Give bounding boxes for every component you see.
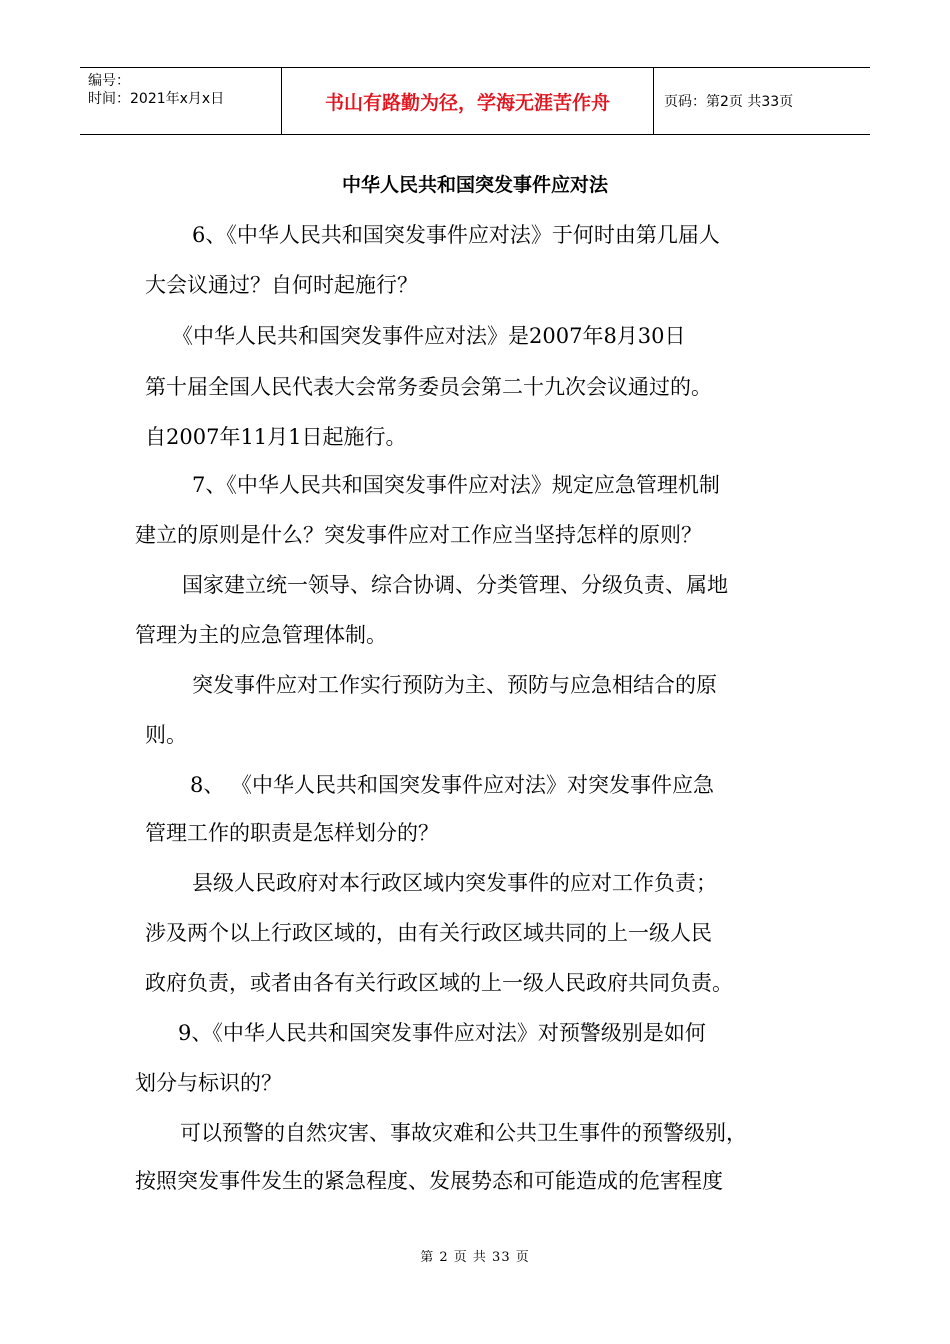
body-line: 6、《中华人民共和国突发事件应对法》于何时由第几届人 bbox=[192, 223, 720, 247]
body-line: 8、 《中华人民共和国突发事件应对法》对突发事件应急 bbox=[190, 773, 715, 797]
body-line: 可以预警的自然灾害、事故灾难和公共卫生事件的预警级别， bbox=[180, 1121, 747, 1145]
body-line: 国家建立统一领导、综合协调、分类管理、分级负责、属地 bbox=[182, 573, 728, 597]
document-header bbox=[80, 67, 870, 135]
header-page-info: 页码：第2页 共33页 bbox=[664, 94, 794, 110]
body-line: 管理为主的应急管理体制。 bbox=[135, 623, 387, 647]
body-line: 则。 bbox=[145, 723, 187, 747]
body-line: 划分与标识的？ bbox=[135, 1071, 282, 1095]
body-line: 县级人民政府对本行政区域内突发事件的应对工作负责； bbox=[192, 871, 717, 895]
body-line: 《中华人民共和国突发事件应对法》是2007年8月30日 bbox=[172, 324, 686, 348]
body-line: 9、《中华人民共和国突发事件应对法》对预警级别是如何 bbox=[178, 1021, 706, 1045]
body-line: 按照突发事件发生的紧急程度、发展势态和可能造成的危害程度 bbox=[135, 1169, 723, 1193]
body-line: 管理工作的职责是怎样划分的？ bbox=[145, 821, 439, 845]
body-line: 第十届全国人民代表大会常务委员会第二十九次会议通过的。 bbox=[145, 375, 712, 399]
body-line: 自2007年11月1日起施行。 bbox=[145, 425, 407, 449]
body-line: 7、《中华人民共和国突发事件应对法》规定应急管理机制 bbox=[192, 473, 720, 497]
body-line: 大会议通过？自何时起施行？ bbox=[145, 273, 418, 297]
document-date-label: 时间：2021年x月x日 bbox=[88, 91, 225, 107]
body-line: 政府负责，或者由各有关行政区域的上一级人民政府共同负责。 bbox=[145, 971, 733, 995]
header-meta-cell bbox=[80, 68, 282, 134]
body-line: 涉及两个以上行政区域的，由有关行政区域共同的上一级人民 bbox=[145, 921, 712, 945]
page-footer: 第 2 页 共 33 页 bbox=[420, 1250, 530, 1265]
document-title: 中华人民共和国突发事件应对法 bbox=[341, 174, 608, 196]
body-line: 突发事件应对工作实行预防为主、预防与应急相结合的原 bbox=[192, 673, 717, 697]
document-number-label: 编号： bbox=[88, 73, 130, 89]
body-line: 建立的原则是什么？突发事件应对工作应当坚持怎样的原则？ bbox=[135, 523, 702, 547]
header-motto: 书山有路勤为径，学海无涯苦作舟 bbox=[282, 68, 654, 134]
